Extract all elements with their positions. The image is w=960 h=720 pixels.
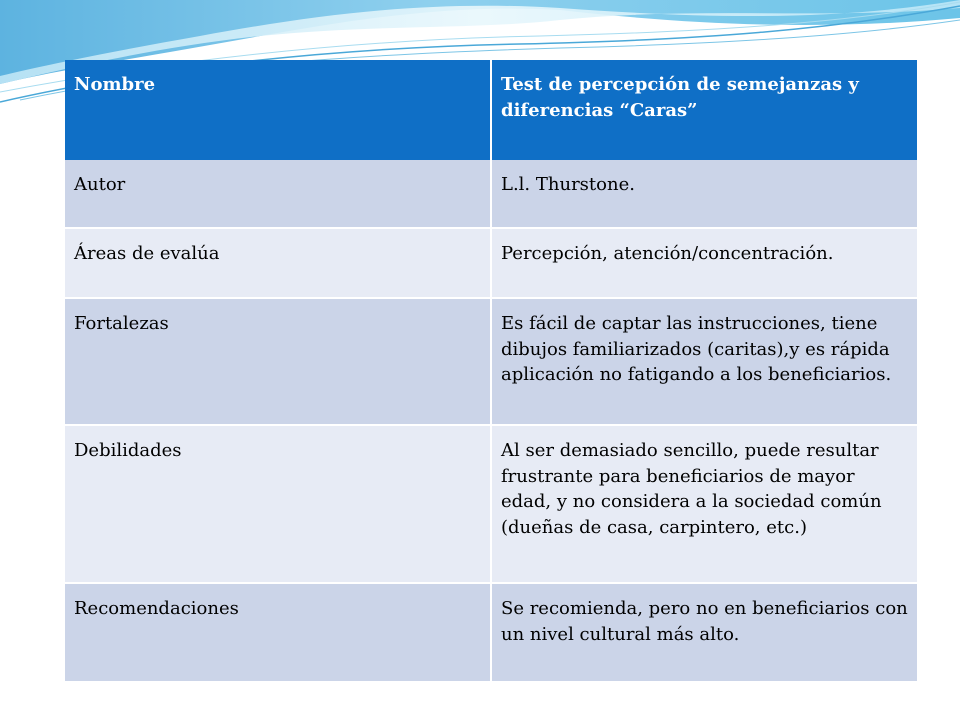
table-row-debilidades (65, 426, 917, 584)
row-value-cell: Percepción, atención/concentración. (492, 229, 917, 299)
info-table (65, 60, 917, 681)
row-value-cell: L.l. Thurstone. (492, 160, 917, 229)
table-row-fortalezas (65, 299, 917, 426)
row-label-cell: Autor (65, 160, 492, 229)
row-label-cell: Áreas de evalúa (65, 229, 492, 299)
table-row-autor (65, 160, 917, 229)
row-value-cell: Se recomienda, pero no en beneficiarios con un nivel cultural más alto. (492, 584, 917, 681)
table-header-row (65, 60, 917, 160)
row-value-cell: Es fácil de captar las instrucciones, tiene dibujos familiarizados (caritas),y es rápida aplicación no fatigando a los beneficiarios. (492, 299, 917, 426)
header-value-cell: Test de percepción de semejanzas y diferencias “Caras” (492, 60, 917, 160)
table-row-recomendaciones (65, 584, 917, 681)
row-label-cell: Debilidades (65, 426, 492, 584)
header-label-cell: Nombre (65, 60, 492, 160)
row-label-cell: Fortalezas (65, 299, 492, 426)
table-row-areas (65, 229, 917, 299)
row-value-cell: Al ser demasiado sencillo, puede resultar frustrante para beneficiarios de mayor edad, y no considera a la sociedad común (dueñas de casa, carpintero, etc.) (492, 426, 917, 584)
row-label-cell: Recomendaciones (65, 584, 492, 681)
